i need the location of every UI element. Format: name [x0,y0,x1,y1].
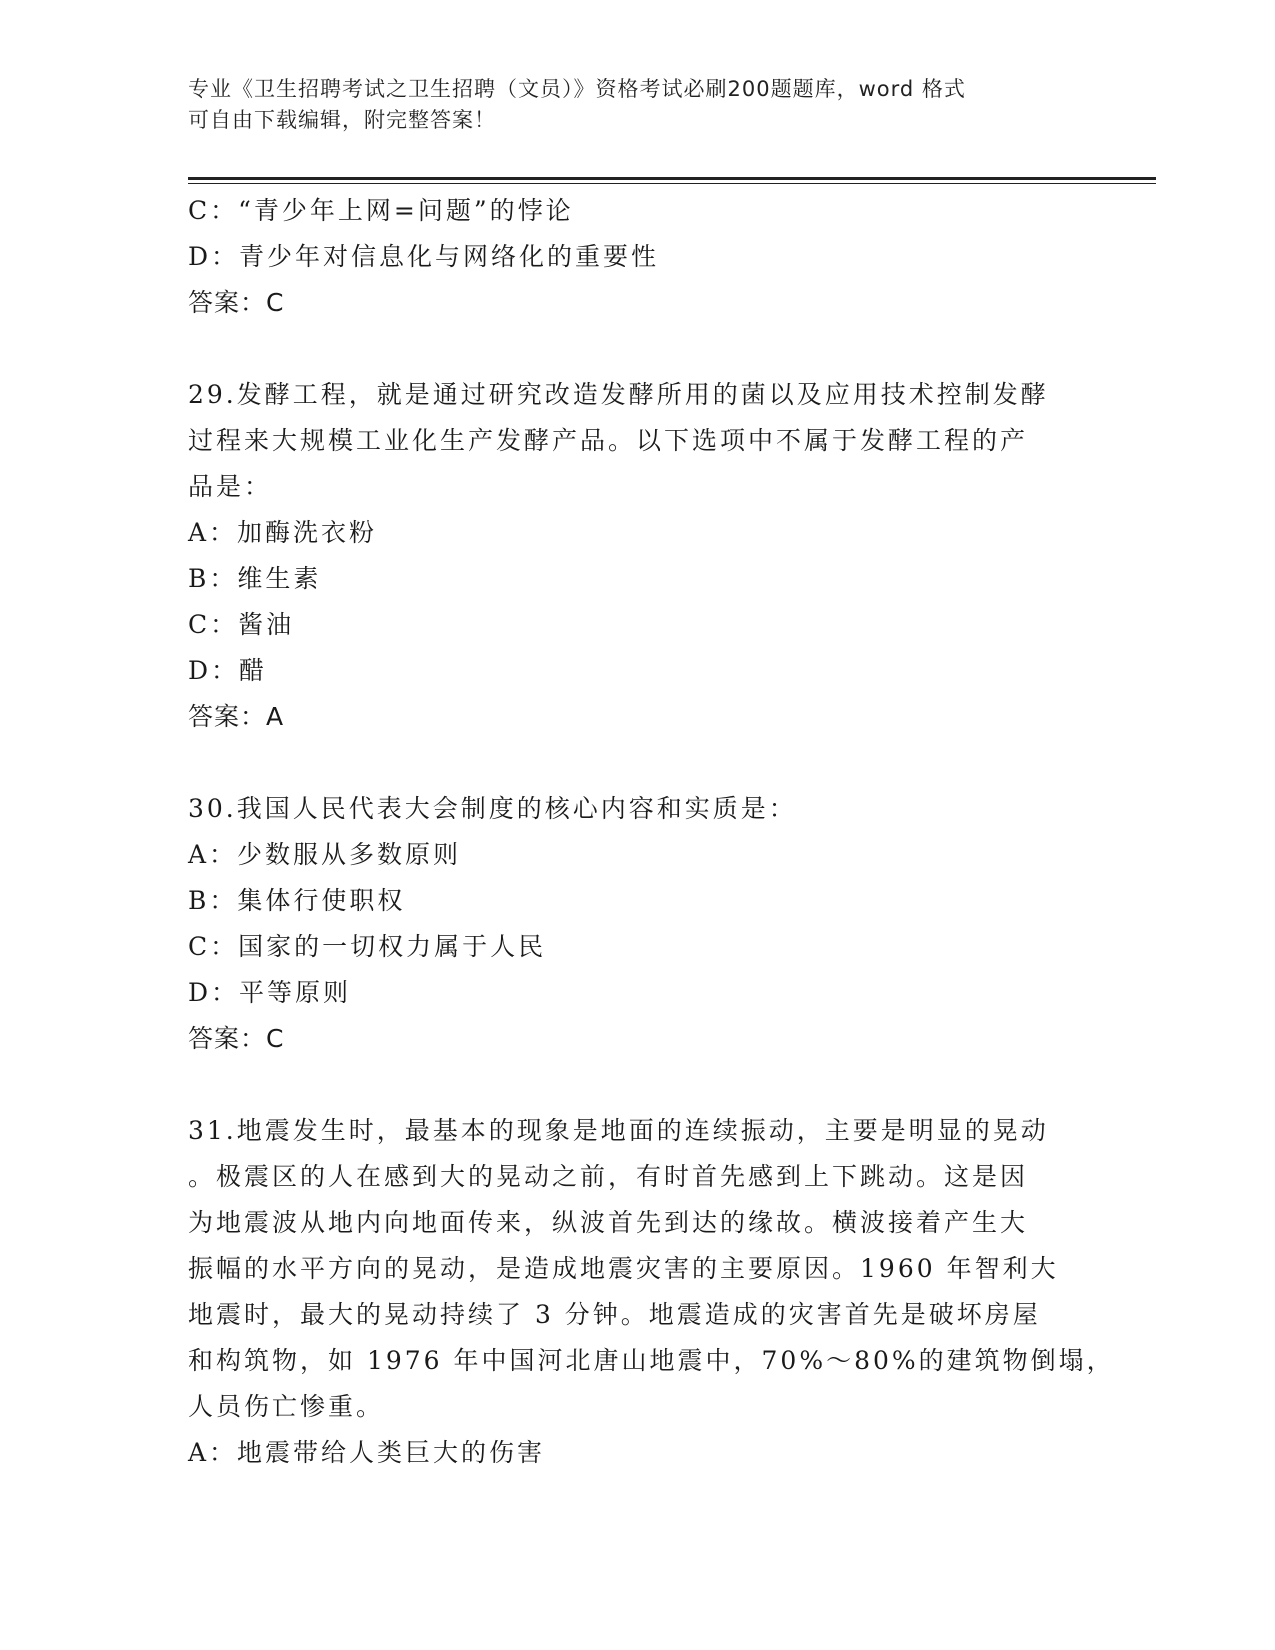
question-stem-line: 过程来大规模工业化生产发酵产品。以下选项中不属于发酵工程的产 [188,426,1029,455]
option-a: A：加酶洗衣粉 [188,518,378,547]
option-b: B：集体行使职权 [188,886,406,915]
option-d: D：醋 [188,656,268,685]
option-a: A：少数服从多数原则 [188,840,462,869]
question-stem-line: 31.地震发生时，最基本的现象是地面的连续振动，主要是明显的晃动 [188,1116,1049,1145]
question-stem-line: 30.我国人民代表大会制度的核心内容和实质是： [188,794,797,823]
question-block-31 [188,1108,1115,1476]
option-d: D：青少年对信息化与网络化的重要性 [188,242,660,271]
option-c: C：酱油 [188,610,295,639]
header-line: 专业《卫生招聘考试之卫生招聘（文员）》资格考试必刷200题题库，word 格式 [188,77,966,101]
question-stem-line: 品是： [188,472,273,501]
header-divider-thin [188,183,1156,184]
document-header [188,74,1068,136]
question-stem-line: 地震时，最大的晃动持续了 3 分钟。地震造成的灾害首先是破坏房屋 [188,1300,1041,1329]
option-c: C：“青少年上网=问题”的悖论 [188,196,574,225]
spacer [188,740,1088,786]
question-stem-line: 和构筑物，如 1976 年中国河北唐山地震中，70%～80%的建筑物倒塌， [188,1346,1115,1375]
option-c: C：国家的一切权力属于人民 [188,932,547,961]
question-stem-line: 振幅的水平方向的晃动，是造成地震灾害的主要原因。1960 年智利大 [188,1254,1059,1283]
question-block-29 [188,372,1088,740]
header-line: 可自由下载编辑，附完整答案！ [188,108,496,132]
question-block-28 [188,188,1088,326]
option-d: D：平等原则 [188,978,352,1007]
answer-line: 答案：A [188,702,285,731]
question-stem-line: 29.发酵工程，就是通过研究改造发酵所用的菌以及应用技术控制发酵 [188,380,1049,409]
header-divider-thick [188,177,1156,180]
question-content [188,188,1115,1476]
option-b: B：维生素 [188,564,322,593]
question-stem-line: 人员伤亡惨重。 [188,1392,385,1421]
option-a: A：地震带给人类巨大的伤害 [188,1438,546,1467]
question-stem-line: 为地震波从地内向地面传来，纵波首先到达的缘故。横波接着产生大 [188,1208,1029,1237]
spacer [188,1062,1088,1108]
question-stem-line: 。极震区的人在感到大的晃动之前，有时首先感到上下跳动。这是因 [188,1162,1029,1191]
answer-line: 答案：C [188,288,285,317]
question-block-30 [188,786,1088,1062]
answer-line: 答案：C [188,1024,285,1053]
spacer [188,326,1088,372]
